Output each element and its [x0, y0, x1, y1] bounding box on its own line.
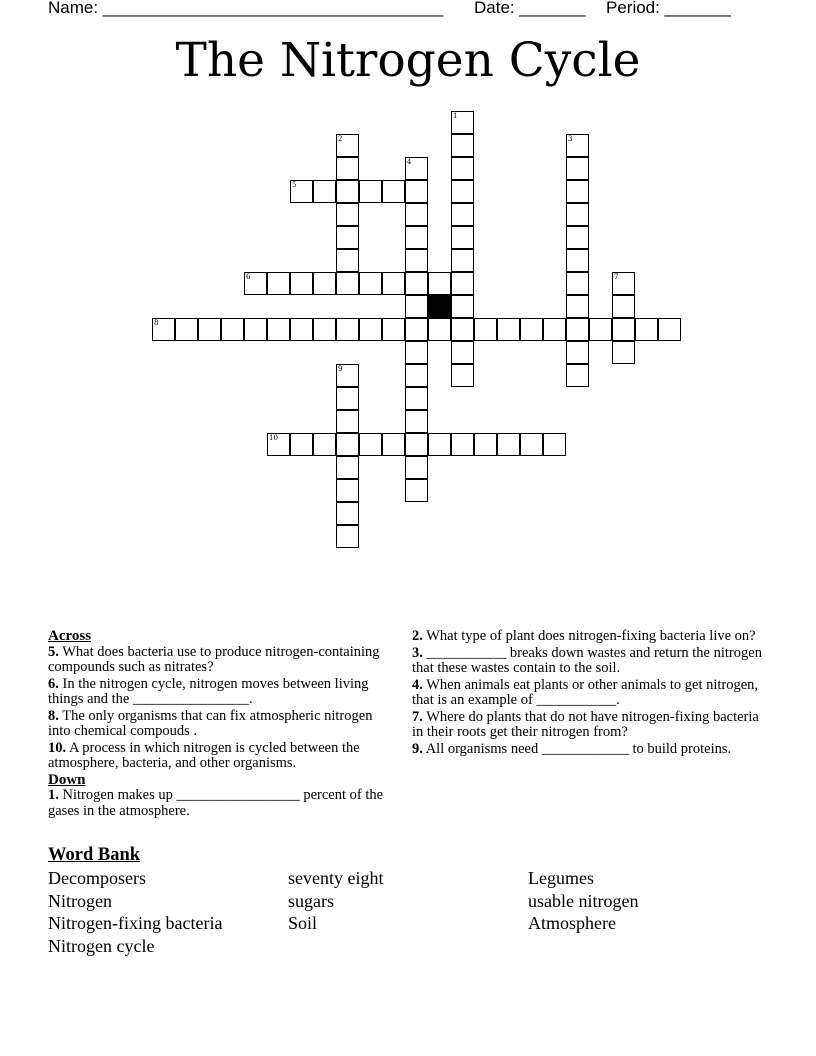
grid-cell[interactable]	[451, 341, 474, 364]
grid-cell[interactable]	[336, 272, 359, 295]
grid-cell[interactable]	[382, 180, 405, 203]
grid-cell[interactable]	[635, 318, 658, 341]
grid-cell[interactable]	[566, 272, 589, 295]
grid-cell[interactable]	[405, 272, 428, 295]
grid-cell[interactable]	[612, 341, 635, 364]
grid-cell[interactable]	[451, 157, 474, 180]
clue-number: 8	[154, 319, 159, 327]
grid-cell[interactable]	[451, 180, 474, 203]
clue-down-9: 9. All organisms need ____________ to build proteins.	[412, 740, 732, 757]
clue-number: 7	[614, 273, 619, 281]
grid-cell[interactable]	[405, 249, 428, 272]
grid-cell[interactable]	[336, 387, 359, 410]
down-heading: Down	[48, 771, 86, 788]
word-bank-item: seventy eight	[288, 868, 384, 888]
clue-down-4: 4. When animals eat plants or other animals to get nitrogen, that is an example of ___________.	[412, 676, 759, 708]
grid-cell[interactable]	[267, 272, 290, 295]
grid-cell[interactable]	[336, 203, 359, 226]
grid-cell[interactable]	[474, 318, 497, 341]
grid-cell[interactable]	[290, 318, 313, 341]
grid-cell[interactable]	[566, 203, 589, 226]
word-bank-item: Nitrogen cycle	[48, 935, 155, 956]
grid-cell[interactable]	[290, 272, 313, 295]
grid-cell[interactable]	[336, 410, 359, 433]
clue-number: 2	[338, 135, 343, 143]
grid-cell[interactable]	[405, 456, 428, 479]
grid-cell[interactable]	[336, 525, 359, 548]
page-title: The Nitrogen Cycle	[175, 33, 641, 88]
grid-cell[interactable]	[566, 157, 589, 180]
grid-cell[interactable]	[451, 295, 474, 318]
clue-down-2: 2. What type of plant does nitrogen-fixing bacteria live on?	[412, 628, 756, 644]
word-bank-item: usable nitrogen	[528, 890, 639, 911]
grid-cell[interactable]	[405, 180, 428, 203]
grid-cell[interactable]	[405, 364, 428, 387]
word-bank-item: Atmosphere	[528, 913, 616, 933]
grid-cell[interactable]	[382, 433, 405, 456]
word-bank-item: Nitrogen-fixing bacteria	[48, 913, 223, 933]
grid-cell[interactable]	[543, 318, 566, 341]
grid-cell[interactable]	[428, 433, 451, 456]
grid-cell[interactable]	[566, 249, 589, 272]
period-field[interactable]: Period: _______	[606, 0, 731, 17]
grid-cell[interactable]	[566, 180, 589, 203]
grid-cell[interactable]	[290, 433, 313, 456]
clue-number: 3	[568, 135, 573, 143]
grid-cell[interactable]	[336, 180, 359, 203]
clue-down-7: 7. Where do plants that do not have nitrogen-fixing bacteria in their roots get their nitrogen from?	[412, 708, 759, 740]
grid-cell[interactable]	[451, 203, 474, 226]
grid-cell[interactable]	[566, 295, 589, 318]
grid-cell[interactable]	[497, 318, 520, 341]
clue-across-5: 5. What does bacteria use to produce nitrogen-containing compounds such as nitrates?	[48, 643, 380, 675]
grid-cell[interactable]	[336, 157, 359, 180]
grid-cell[interactable]	[313, 272, 336, 295]
grid-cell[interactable]	[336, 456, 359, 479]
grid-cell[interactable]	[336, 318, 359, 341]
clue-number: 6	[246, 273, 251, 281]
grid-cell[interactable]	[612, 318, 635, 341]
grid-cell[interactable]	[451, 364, 474, 387]
clue-number: 10	[269, 434, 278, 442]
grid-cell[interactable]	[451, 272, 474, 295]
word-bank-item: Legumes	[528, 868, 594, 888]
clue-across-8: 8. The only organisms that can fix atmospheric nitrogen into chemical compouds .	[48, 707, 373, 739]
grid-cell[interactable]	[359, 433, 382, 456]
grid-cell[interactable]	[267, 318, 290, 341]
grid-cell[interactable]	[405, 295, 428, 318]
grid-cell[interactable]	[474, 433, 497, 456]
grid-cell[interactable]	[566, 364, 589, 387]
grid-cell[interactable]	[658, 318, 681, 341]
grid-cell[interactable]	[405, 387, 428, 410]
grid-cell[interactable]	[405, 318, 428, 341]
clue-number: 5	[292, 181, 297, 189]
grid-cell[interactable]	[520, 433, 543, 456]
grid-cell[interactable]	[428, 272, 451, 295]
word-bank-column	[48, 867, 222, 957]
word-bank-item: Nitrogen	[48, 890, 112, 911]
grid-cell[interactable]	[359, 272, 382, 295]
grid-cell[interactable]	[313, 180, 336, 203]
grid-cell[interactable]	[313, 318, 336, 341]
clue-across-10: 10. A process in which nitrogen is cycled between the atmosphere, bacteria, and other organisms.	[48, 739, 360, 771]
grid-cell[interactable]	[313, 433, 336, 456]
grid-cell[interactable]	[566, 226, 589, 249]
clue-across-6: 6. In the nitrogen cycle, nitrogen moves between living things and the ________________.	[48, 675, 369, 707]
grid-cell[interactable]	[451, 226, 474, 249]
word-bank-column	[528, 867, 638, 935]
grid-cell[interactable]	[405, 203, 428, 226]
grid-cell[interactable]	[198, 318, 221, 341]
word-bank-column	[288, 867, 383, 935]
grid-cell[interactable]	[451, 318, 474, 341]
grid-cell[interactable]	[405, 479, 428, 502]
grid-cell[interactable]	[566, 341, 589, 364]
word-bank-item: Decomposers	[48, 868, 146, 888]
grid-cell[interactable]	[405, 410, 428, 433]
grid-cell[interactable]	[336, 226, 359, 249]
grid-cell[interactable]	[520, 318, 543, 341]
clue-down-1: 1. Nitrogen makes up _________________ percent of the gases in the atmosphere.	[48, 787, 384, 819]
clues-left-column	[48, 629, 393, 820]
grid-cell[interactable]	[359, 180, 382, 203]
grid-cell[interactable]	[175, 318, 198, 341]
across-heading: Across	[48, 628, 92, 644]
clue-number: 9	[338, 365, 343, 373]
grid-cell[interactable]	[359, 318, 382, 341]
grid-cell[interactable]	[336, 479, 359, 502]
grid-cell[interactable]	[336, 502, 359, 525]
date-field[interactable]: Date: _______	[474, 0, 586, 17]
grid-cell[interactable]	[244, 318, 267, 341]
grid-cell[interactable]	[221, 318, 244, 341]
grid-cell[interactable]	[382, 318, 405, 341]
grid-cell-blocked	[428, 295, 451, 318]
clue-number: 1	[453, 112, 458, 120]
grid-cell[interactable]	[451, 134, 474, 157]
grid-cell[interactable]	[589, 318, 612, 341]
grid-cell[interactable]	[405, 226, 428, 249]
grid-cell[interactable]	[336, 249, 359, 272]
grid-cell[interactable]	[405, 341, 428, 364]
grid-cell[interactable]	[612, 295, 635, 318]
grid-cell[interactable]	[405, 433, 428, 456]
grid-cell[interactable]	[451, 249, 474, 272]
grid-cell[interactable]	[382, 272, 405, 295]
grid-cell[interactable]	[543, 433, 566, 456]
clue-down-3: 3. ___________ breaks down wastes and return the nitrogen that these wastes contain to the soil.	[412, 644, 762, 676]
clues-right-column	[412, 629, 762, 758]
clue-number: 4	[407, 158, 412, 166]
grid-cell[interactable]	[336, 433, 359, 456]
grid-cell[interactable]	[566, 318, 589, 341]
name-field[interactable]: Name: ____________________________________	[48, 0, 444, 17]
grid-cell[interactable]	[451, 433, 474, 456]
word-bank-item: sugars	[288, 890, 334, 911]
word-bank-item: Soil	[288, 913, 318, 933]
word-bank-title: Word Bank	[48, 845, 141, 865]
grid-cell[interactable]	[497, 433, 520, 456]
grid-cell[interactable]	[428, 318, 451, 341]
